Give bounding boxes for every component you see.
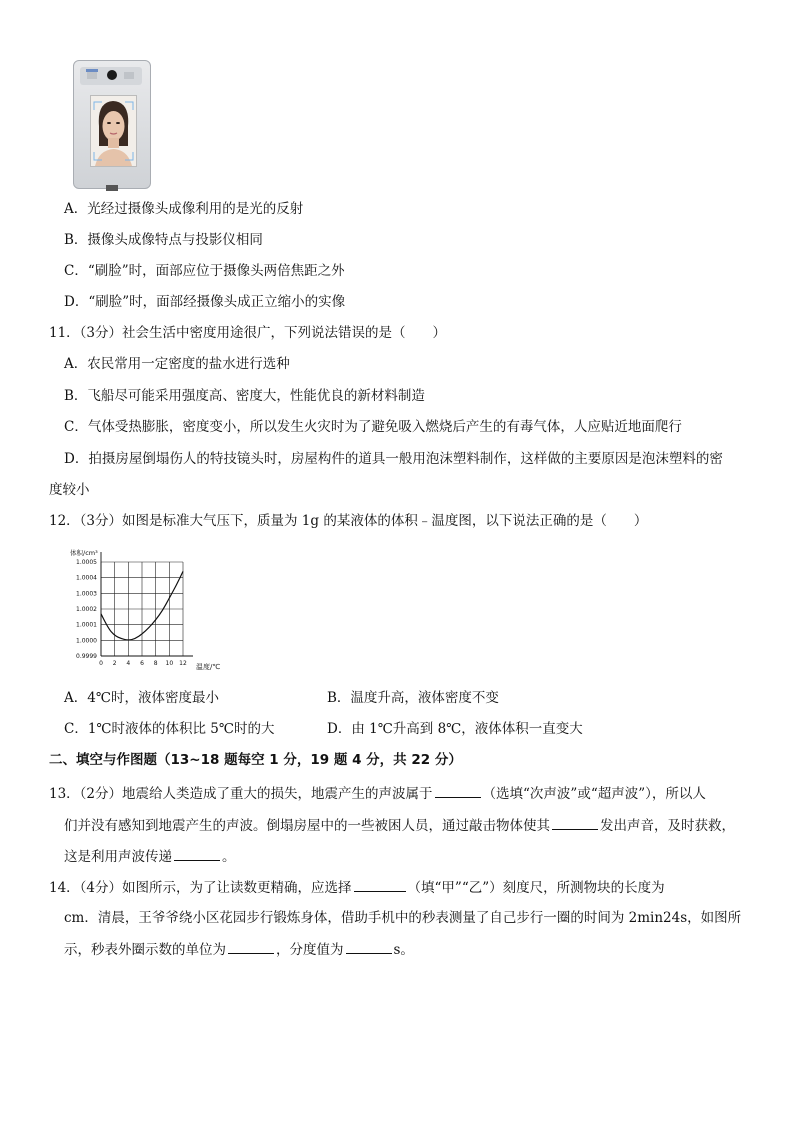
q12-option-a: A．4℃时，液体密度最小 [64, 690, 219, 706]
chart-x-tick-label: 2 [112, 660, 117, 667]
chart-x-tick-label: 0 [99, 660, 103, 667]
q13-text: （选填“次声波”或“超声波”），所以人 [482, 786, 706, 802]
q14-text: s。 [393, 942, 414, 958]
q10-option-d: D．“刷脸”时，面部经摄像头成正立缩小的实像 [64, 294, 346, 310]
q13-text: 这是利用声波传递 [64, 849, 172, 865]
volume-temperature-chart [68, 548, 233, 672]
q13-blank-1[interactable] [435, 783, 481, 798]
q13-line-1 [49, 783, 706, 804]
q14-blank-3[interactable] [346, 939, 392, 954]
q13-blank-3[interactable] [174, 846, 220, 861]
camera-lens-icon [107, 70, 117, 80]
device-stand [106, 185, 118, 191]
q13-text: 发出声音，及时获救， [600, 818, 735, 834]
chart-y-tick-label: 0.9999 [76, 653, 97, 660]
q14-text: 14．（4分）如图所示，为了让读数更精确，应选择 [49, 880, 352, 896]
q13-text: 们并没有感知到地震产生的声波。倒塌房屋中的一些被困人员，通过敲击物体使其 [64, 818, 550, 834]
chart-y-tick-label: 1.0001 [76, 621, 97, 629]
q14-blank-1[interactable] [354, 877, 406, 892]
q12-stem: 12．（3分）如图是标准大气压下，质量为 1g 的某液体的体积﹣温度图，以下说法正确的是（ ） [49, 513, 648, 529]
q13-text: 13．（2分）地震给人类造成了重大的损失，地震产生的声波属于 [49, 786, 433, 802]
q14-blank-2[interactable] [228, 939, 274, 954]
chart-y-tick-label: 1.0005 [76, 559, 97, 566]
chart-y-tick-label: 1.0000 [76, 637, 97, 645]
q10-option-b: B．摄像头成像特点与投影仪相同 [64, 232, 263, 248]
q11-option-d: D．拍摄房屋倒塌伤人的特技镜头时，房屋构件的道具一般用泡沫塑料制作，这样做的主要原因是泡沫塑料的密 [64, 451, 723, 467]
q14-line-1 [49, 877, 665, 898]
q11-option-c: C．气体受热膨胀，密度变小，所以发生火灾时为了避免吸入燃烧后产生的有毒气体，人应贴近地面爬行 [64, 419, 682, 435]
chart-y-tick-label: 1.0003 [76, 590, 97, 598]
q13-text: 。 [222, 849, 236, 865]
section-2-title: 二、填空与作图题（13~18 题每空 1 分，19 题 4 分，共 22 分） [49, 752, 462, 768]
q11-option-b: B．飞船尽可能采用强度高、密度大，性能优良的新材料制造 [64, 388, 425, 404]
chart-x-tick-label: 10 [165, 660, 174, 667]
chart-x-axis-label: 温度/℃ [196, 663, 221, 671]
q14-line-2: cm．清晨，王爷爷绕小区花园步行锻炼身体，借助手机中的秒表测量了自己步行一圈的时间为 2min24s，如图所 [64, 910, 742, 926]
q10-option-c: C．“刷脸”时，面部应位于摄像头两倍焦距之外 [64, 263, 345, 279]
q13-line-3 [64, 846, 236, 867]
q11-option-a: A．农民常用一定密度的盐水进行选种 [64, 356, 290, 372]
chart-y-axis-label: 体积/cm³ [70, 549, 98, 557]
chart-x-tick-label: 4 [126, 660, 131, 667]
q14-text: （填“甲”“乙”）刻度尺，所测物块的长度为 [407, 880, 665, 896]
q12-option-d: D．由 1℃升高到 8℃，液体体积一直变大 [327, 721, 583, 737]
q14-text: ，分度值为 [276, 942, 344, 958]
q11-stem: 11．（3分）社会生活中密度用途很广，下列说法错误的是（ ） [49, 325, 447, 341]
chart-x-tick-label: 8 [153, 660, 158, 667]
q10-option-a: A．光经过摄像头成像利用的是光的反射 [64, 201, 304, 217]
chart-y-tick-label: 1.0002 [76, 606, 97, 613]
face-portrait-icon [91, 96, 136, 166]
q14-text: 示，秒表外圈示数的单位为 [64, 942, 226, 958]
q13-line-2 [64, 815, 735, 836]
chart-y-tick-label: 1.0004 [76, 574, 97, 582]
q12-option-b: B．温度升高，液体密度不变 [327, 690, 499, 706]
q14-line-3 [64, 939, 414, 960]
chart-x-tick-label: 6 [140, 660, 144, 667]
q11-option-d-continued: 度较小 [49, 482, 90, 498]
chart-x-tick-label: 12 [179, 660, 187, 667]
q13-blank-2[interactable] [552, 815, 598, 830]
q12-option-c: C．1℃时液体的体积比 5℃时的大 [64, 721, 275, 737]
face-display-screen [90, 95, 137, 167]
face-recognition-device-image [73, 60, 151, 189]
device-sensor-right [124, 72, 134, 79]
device-sensor-left [87, 72, 97, 79]
